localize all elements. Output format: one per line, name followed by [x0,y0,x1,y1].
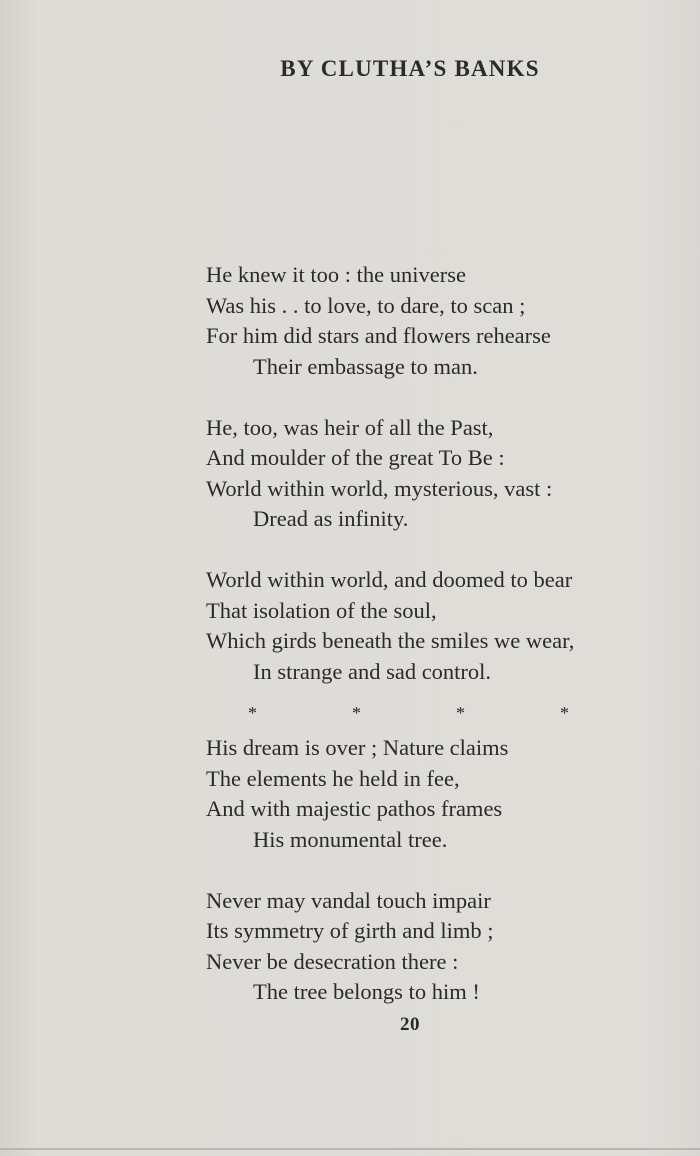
asterisk: * [248,703,257,723]
poem-line: World within world, mysterious, vast : [206,475,553,501]
page-edge-line [0,1148,700,1150]
poem-line: The elements he held in fee, [206,765,460,791]
stanza-4 [206,733,676,855]
poem-line: His dream is over ; Nature claims [206,735,509,760]
running-head: BY CLUTHA’S BANKS [280,56,540,81]
poem-continued [206,733,676,1008]
poem-line-indented: The tree belongs to him ! [253,979,480,1004]
poem-line-indented: His monumental tree. [253,826,448,852]
poem-line: He, too, was heir of all the Past, [206,414,494,440]
poem-line: Was his . . to love, to dare, to scan ; [206,292,526,318]
poem-line-indented: Dread as infinity. [253,506,409,531]
poem-line: And moulder of the great To Be : [206,445,505,470]
stanza-1 [206,260,676,382]
asterisk: * [352,703,361,723]
poem-line: And with majestic pathos frames [206,796,503,821]
asterisk: * [560,703,569,723]
poem-line: Never be desecration there : [206,948,459,974]
section-break [248,703,588,723]
poem-line: For him did stars and flowers rehearse [206,323,551,348]
poem-line-indented: In strange and sad control. [253,658,492,684]
page-number: 20 [400,1014,420,1035]
poem-line: World within world, and doomed to bear [206,567,573,592]
poem-line-indented: Their embassage to man. [253,353,478,379]
poem-line: Its symmetry of girth and limb ; [206,918,494,943]
stanza-5 [206,886,676,1008]
stanza-3 [206,565,676,687]
poem-line: Which girds beneath the smiles we wear, [206,628,575,653]
poem-line: Never may vandal touch impair [206,887,491,913]
poem-line: That isolation of the soul, [206,597,437,623]
poem [206,260,676,687]
poem-line: He knew it too : the universe [206,262,466,287]
asterisk: * [456,703,465,723]
stanza-2 [206,413,676,535]
